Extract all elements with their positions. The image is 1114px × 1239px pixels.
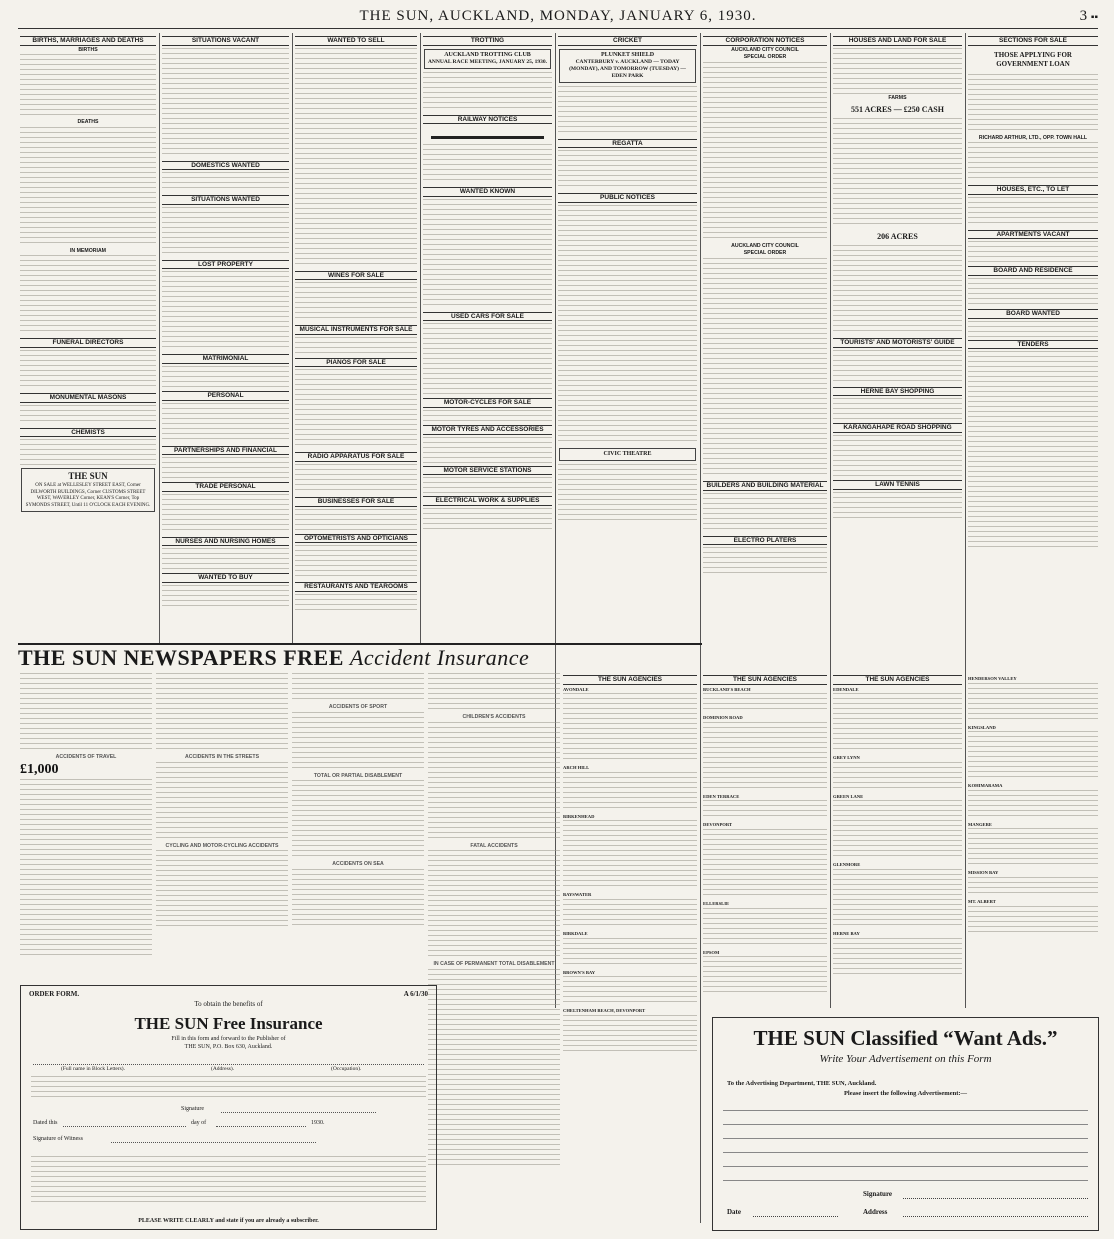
column-houses-land bbox=[833, 33, 962, 638]
section-heading: WINES FOR SALE bbox=[295, 271, 417, 281]
column-text bbox=[968, 351, 1098, 551]
section-heading: ELECTRICAL WORK & SUPPLIES bbox=[423, 496, 552, 506]
ad-text: ON SALE at WELLESLEY STREET EAST, Corner DILWORTH BUILDINGS, Corner CUSTOMS STREET WEST, WAVERLEY Corner, KEAN'S Corner, Top SYMONDS STREET, Until 11 O'CLOCK EACH EVENING. bbox=[25, 483, 151, 508]
column-text bbox=[833, 245, 962, 335]
column-text bbox=[423, 508, 552, 532]
subheading: ACCIDENTS IN THE STREETS bbox=[184, 754, 260, 760]
column-text bbox=[833, 492, 962, 522]
ad-text: ANNUAL RACE MEETING, JANUARY 25, 1930. bbox=[427, 58, 548, 65]
section-heading: HOUSES AND LAND FOR SALE bbox=[833, 36, 962, 46]
column-text bbox=[968, 683, 1098, 723]
section-heading: THE SUN AGENCIES bbox=[563, 675, 697, 685]
section-heading: RADIO APPARATUS FOR SALE bbox=[295, 452, 417, 462]
column-text bbox=[558, 464, 697, 524]
column-text bbox=[162, 457, 289, 479]
section-heading: REGATTA bbox=[558, 139, 697, 149]
section-heading: CRICKET bbox=[558, 36, 697, 46]
subheading: FARMS bbox=[888, 94, 907, 101]
column-text bbox=[20, 127, 156, 247]
column-text bbox=[295, 282, 417, 322]
agency-place: DOMINION ROAD bbox=[703, 715, 743, 721]
column-text bbox=[20, 54, 156, 118]
column-text bbox=[20, 673, 152, 753]
order-form-header bbox=[29, 990, 428, 998]
agency-place: EDENDALE bbox=[833, 686, 859, 692]
section-heading: BUSINESSES FOR SALE bbox=[295, 497, 417, 507]
order-form-title: THE SUN Free Insurance bbox=[134, 1014, 323, 1033]
column-rule bbox=[420, 33, 421, 643]
want-ads-tagline: Write Your Advertisement on this Form bbox=[819, 1053, 992, 1065]
occupation-field-label: (Occupation). bbox=[331, 1066, 362, 1072]
column-text bbox=[563, 899, 697, 929]
column-text bbox=[295, 545, 417, 579]
column-text bbox=[968, 278, 1098, 306]
subheading: SPECIAL ORDER bbox=[743, 54, 787, 61]
subheading: SPECIAL ORDER bbox=[743, 250, 787, 257]
agency-place: BIRKENHEAD bbox=[563, 813, 595, 819]
column-text bbox=[968, 877, 1098, 897]
subheading: CYCLING AND MOTOR-CYCLING ACCIDENTS bbox=[165, 842, 279, 849]
section-heading: CORPORATION NOTICES bbox=[703, 36, 827, 46]
subheading: AUCKLAND CITY COUNCIL bbox=[731, 242, 799, 249]
insurance-order-form bbox=[20, 985, 437, 1230]
address-field-label: (Address). bbox=[211, 1066, 235, 1072]
column-text bbox=[20, 255, 156, 335]
govt-loan-ad bbox=[969, 49, 1097, 71]
section-heading: SITUATIONS WANTED bbox=[162, 195, 289, 205]
want-ads-form bbox=[712, 1017, 1099, 1231]
section-heading: SECTIONS FOR SALE bbox=[968, 36, 1098, 46]
column-text bbox=[563, 693, 697, 763]
column-text bbox=[703, 800, 827, 820]
section-heading: PERSONAL bbox=[162, 391, 289, 401]
section-heading: TENDERS bbox=[968, 340, 1098, 350]
signature-label: Signature bbox=[863, 1190, 893, 1198]
trotting-club-ad bbox=[424, 49, 551, 69]
month-field[interactable] bbox=[216, 1126, 306, 1127]
year-label: 1930. bbox=[311, 1120, 325, 1126]
headline-italic: Accident Insurance bbox=[349, 645, 530, 670]
column-rule bbox=[159, 33, 160, 643]
subheading: ACCIDENTS OF SPORT bbox=[328, 704, 388, 710]
section-heading: ELECTRO PLATERS bbox=[703, 536, 827, 546]
column-text bbox=[162, 271, 289, 351]
column-text bbox=[563, 976, 697, 1006]
section-heading: MOTOR TYRES AND ACCESSORIES bbox=[423, 425, 552, 435]
insurance-column bbox=[20, 672, 152, 977]
section-heading: MOTOR-CYCLES FOR SALE bbox=[423, 398, 552, 408]
section-heading: MUSICAL INSTRUMENTS FOR SALE bbox=[295, 325, 417, 335]
insurance-column bbox=[292, 672, 424, 977]
subheading: IN MEMORIAM bbox=[69, 247, 107, 254]
section-heading: TOURISTS' AND MOTORISTS' GUIDE bbox=[833, 338, 962, 348]
column-births bbox=[20, 33, 156, 638]
acreage-ad bbox=[834, 104, 961, 115]
signature-field[interactable] bbox=[221, 1112, 376, 1113]
headline-text: THE SUN NEWSPAPERS FREE bbox=[18, 645, 344, 670]
column-text bbox=[833, 693, 962, 753]
date-field[interactable] bbox=[753, 1216, 838, 1217]
column-text bbox=[703, 956, 827, 996]
column-text bbox=[20, 405, 156, 425]
column-text bbox=[703, 547, 827, 577]
civic-theatre-ad bbox=[559, 448, 696, 461]
agency-place: HERNE BAY bbox=[833, 930, 860, 936]
section-heading: HERNE BAY SHOPPING bbox=[833, 387, 962, 397]
date-label: Date bbox=[727, 1208, 741, 1216]
signature-label: Signature bbox=[181, 1106, 204, 1112]
order-form-text bbox=[31, 1156, 426, 1206]
column-text bbox=[423, 437, 552, 463]
column-text bbox=[833, 762, 962, 792]
order-form-text bbox=[31, 1076, 426, 1098]
column-text bbox=[162, 172, 289, 192]
section-heading: WANTED KNOWN bbox=[423, 187, 552, 197]
section-heading: PUBLIC NOTICES bbox=[558, 193, 697, 203]
address-label: Address bbox=[863, 1208, 888, 1216]
page-title: THE SUN, AUCKLAND, MONDAY, JANUARY 6, 1930. bbox=[359, 8, 757, 24]
railway-train-icon bbox=[431, 126, 544, 142]
section-heading: THE SUN AGENCIES bbox=[703, 675, 827, 685]
column-text bbox=[295, 337, 417, 355]
column-text bbox=[968, 142, 1098, 182]
ad-title: THOSE APPLYING FOR GOVERNMENT LOAN bbox=[994, 50, 1072, 68]
column-text bbox=[703, 908, 827, 948]
column-text bbox=[156, 673, 288, 753]
subheading: DEATHS bbox=[77, 119, 99, 126]
column-text bbox=[162, 494, 289, 534]
agencies-column bbox=[703, 672, 827, 1007]
want-ads-title: THE SUN Classified “Want Ads.” bbox=[753, 1026, 1058, 1050]
dated-field[interactable] bbox=[63, 1126, 186, 1127]
name-field-label: (Full name in Block Letters). bbox=[61, 1066, 125, 1072]
witness-label: Signature of Witness bbox=[33, 1136, 83, 1142]
section-heading: APARTMENTS VACANT bbox=[968, 230, 1098, 240]
ad-title: 551 ACRES — £250 CASH bbox=[851, 105, 944, 115]
section-heading: USED CARS FOR SALE bbox=[423, 312, 552, 322]
column-rule bbox=[700, 33, 701, 1223]
column-rule bbox=[292, 33, 293, 643]
column-text bbox=[20, 439, 156, 465]
column-text bbox=[295, 464, 417, 494]
order-form-footer: PLEASE WRITE CLEARLY and state if you are already a subscriber. bbox=[138, 1218, 319, 1224]
section-heading: PIANOS FOR SALE bbox=[295, 358, 417, 368]
subheading: TOTAL OR PARTIAL DISABLEMENT bbox=[313, 772, 403, 779]
column-text bbox=[563, 1015, 697, 1055]
agencies-column bbox=[833, 672, 962, 1007]
agency-place: MT. ALBERT bbox=[968, 898, 996, 904]
ad-text-line[interactable] bbox=[723, 1152, 1088, 1153]
column-text bbox=[295, 509, 417, 531]
agency-place: KOHIMARAMA bbox=[968, 783, 1003, 789]
section-heading: BOARD AND RESIDENCE bbox=[968, 266, 1098, 276]
agency-place: GLENMORE bbox=[833, 862, 861, 868]
column-text bbox=[20, 779, 152, 959]
column-text bbox=[423, 323, 552, 395]
section-heading: PARTNERSHIPS AND FINANCIAL bbox=[162, 446, 289, 456]
agency-place: GREEN LANE bbox=[833, 793, 864, 799]
signature-field[interactable] bbox=[903, 1198, 1088, 1199]
column-text bbox=[292, 869, 424, 929]
section-heading: LOST PROPERTY bbox=[162, 260, 289, 270]
agencies-column bbox=[563, 672, 697, 1232]
subheading: ACCIDENTS OF TRAVEL bbox=[55, 754, 117, 760]
agency-place: BUCKLAND'S BEACH bbox=[703, 686, 751, 692]
page-number-value: 3 bbox=[1079, 8, 1088, 24]
ad-title: AUCKLAND TROTTING CLUB bbox=[444, 51, 531, 58]
section-heading: RAILWAY NOTICES bbox=[423, 115, 552, 125]
ad-text-line[interactable] bbox=[723, 1110, 1088, 1111]
column-text bbox=[703, 493, 827, 533]
agency-place: BIRKDALE bbox=[563, 930, 588, 936]
witness-field[interactable] bbox=[111, 1142, 316, 1143]
order-form-instruction: Fill in this form and forward to the Publisher of bbox=[171, 1036, 286, 1042]
column-text bbox=[428, 722, 560, 842]
ad-text-line[interactable] bbox=[723, 1166, 1088, 1167]
insurance-banner bbox=[18, 643, 702, 669]
order-form-address: THE SUN, P.O. Box 630, Auckland. bbox=[184, 1044, 273, 1050]
column-text bbox=[428, 673, 560, 713]
column-text bbox=[156, 850, 288, 930]
section-heading: KARANGAHAPE ROAD SHOPPING bbox=[833, 423, 962, 433]
day-of-label: day of bbox=[191, 1120, 207, 1126]
section-heading: THE SUN AGENCIES bbox=[833, 675, 962, 685]
ad-title: THE SUN bbox=[68, 471, 108, 482]
column-cricket bbox=[558, 33, 697, 638]
column-text bbox=[423, 477, 552, 493]
section-heading: MOTOR SERVICE STATIONS bbox=[423, 466, 552, 476]
column-text bbox=[162, 207, 289, 257]
section-heading: TRADE PERSONAL bbox=[162, 482, 289, 492]
ad-title: CIVIC THEATRE bbox=[603, 450, 652, 457]
section-heading: FUNERAL DIRECTORS bbox=[20, 338, 156, 348]
plunket-shield-ad bbox=[559, 49, 696, 83]
agencies-column bbox=[968, 672, 1098, 1007]
column-text bbox=[833, 869, 962, 929]
column-text bbox=[833, 48, 962, 94]
section-heading: TROTTING bbox=[423, 36, 552, 46]
column-text bbox=[968, 74, 1098, 134]
column-rule bbox=[830, 33, 831, 1008]
ad-text-line[interactable] bbox=[723, 1138, 1088, 1139]
insurance-column bbox=[428, 672, 560, 1227]
column-text bbox=[703, 722, 827, 792]
column-text bbox=[292, 780, 424, 860]
section-heading: RESTAURANTS AND TEAROOMS bbox=[295, 582, 417, 592]
ad-text-line[interactable] bbox=[723, 1180, 1088, 1181]
column-text bbox=[162, 48, 289, 158]
column-text bbox=[423, 199, 552, 309]
section-heading: BOARD WANTED bbox=[968, 309, 1098, 319]
column-text bbox=[292, 673, 424, 703]
section-heading: WANTED TO SELL bbox=[295, 36, 417, 46]
column-text bbox=[428, 850, 560, 960]
order-form-label: ORDER FORM. bbox=[29, 990, 80, 998]
agency-place: EPSOM bbox=[703, 949, 720, 955]
page-number bbox=[1080, 8, 1098, 25]
column-text bbox=[423, 72, 552, 112]
section-heading: LAWN TENNIS bbox=[833, 480, 962, 490]
column-text bbox=[703, 258, 827, 478]
column-text bbox=[423, 144, 552, 184]
agency-place: GREY LYNN bbox=[833, 755, 860, 761]
subheading: RICHARD ARTHUR, LTD., OPP. TOWN HALL bbox=[978, 134, 1088, 141]
column-text bbox=[833, 435, 962, 477]
column-corporation bbox=[703, 33, 827, 638]
column-text bbox=[295, 48, 417, 268]
column-text bbox=[558, 150, 697, 190]
subheading: BIRTHS bbox=[78, 46, 98, 53]
section-heading: WANTED TO BUY bbox=[162, 573, 289, 583]
want-ads-instruction: Please insert the following Advertisement:— bbox=[843, 1090, 968, 1097]
masthead bbox=[18, 8, 1098, 29]
agency-place: EDEN TERRACE bbox=[703, 793, 740, 799]
column-text bbox=[703, 693, 827, 713]
column-text bbox=[703, 62, 827, 242]
column-text bbox=[968, 828, 1098, 868]
section-heading: SITUATIONS VACANT bbox=[162, 36, 289, 46]
column-text bbox=[292, 712, 424, 772]
order-form-code: A 6/1/30 bbox=[403, 990, 428, 998]
column-text bbox=[428, 969, 560, 1169]
subheading: IN CASE OF PERMANENT TOTAL DISABLEMENT bbox=[433, 961, 555, 968]
name-field[interactable] bbox=[33, 1064, 424, 1065]
agency-place: ARCH HILL bbox=[563, 765, 590, 771]
section-heading: OPTOMETRISTS AND OPTICIANS bbox=[295, 534, 417, 544]
subheading: CHILDREN'S ACCIDENTS bbox=[462, 714, 526, 720]
insurance-headline bbox=[18, 645, 702, 671]
section-heading: BIRTHS, MARRIAGES AND DEATHS bbox=[20, 36, 156, 46]
column-text bbox=[423, 410, 552, 422]
column-text bbox=[968, 906, 1098, 936]
section-heading: MATRIMONIAL bbox=[162, 354, 289, 364]
column-text bbox=[162, 403, 289, 443]
ad-text: CANTERBURY v. AUCKLAND — TODAY (MONDAY), AND TOMORROW (TUESDAY) — EDEN PARK bbox=[569, 58, 686, 79]
column-text bbox=[162, 366, 289, 388]
column-text bbox=[968, 197, 1098, 227]
column-sections bbox=[968, 33, 1098, 638]
column-text bbox=[20, 350, 156, 390]
ad-title: 206 ACRES bbox=[877, 232, 918, 242]
want-ads-to-line: To the Advertising Department, THE SUN, Auckland. bbox=[727, 1080, 877, 1087]
order-form-intro: To obtain the benefits of bbox=[194, 1000, 263, 1008]
benefit-amount: £1,000 bbox=[20, 761, 59, 777]
column-wanted-to-sell bbox=[295, 33, 417, 638]
ad-text-line[interactable] bbox=[723, 1124, 1088, 1125]
column-text bbox=[563, 938, 697, 968]
column-text bbox=[968, 321, 1098, 337]
section-heading: MONUMENTAL MASONS bbox=[20, 393, 156, 403]
section-heading: BUILDERS AND BUILDING MATERIAL bbox=[703, 481, 827, 491]
column-text bbox=[162, 585, 289, 609]
agency-place: BAYSWATER bbox=[563, 892, 592, 898]
column-rule bbox=[965, 33, 966, 1008]
agency-place: CHELTENHAM BEACH, DEVONPORT bbox=[563, 1008, 646, 1014]
agency-place: MANGERE bbox=[968, 821, 992, 827]
subheading: ACCIDENTS ON SEA bbox=[332, 861, 384, 868]
agency-place: KINGSLAND bbox=[968, 724, 996, 730]
column-text bbox=[968, 731, 1098, 781]
column-text bbox=[968, 241, 1098, 263]
insurance-column bbox=[156, 672, 288, 977]
agency-place: DEVONPORT bbox=[703, 822, 733, 828]
column-text bbox=[833, 800, 962, 860]
column-text bbox=[968, 790, 1098, 820]
section-heading: DOMESTICS WANTED bbox=[162, 161, 289, 171]
subheading: AUCKLAND CITY COUNCIL bbox=[731, 46, 799, 53]
agency-place: ELLERSLIE bbox=[703, 900, 730, 906]
column-text bbox=[295, 594, 417, 614]
section-heading: NURSES AND NURSING HOMES bbox=[162, 537, 289, 547]
column-text bbox=[833, 118, 962, 228]
acreage-ad-2 bbox=[834, 231, 961, 242]
agency-place: BROWN'S BAY bbox=[563, 969, 596, 975]
agency-place: AVONDALE bbox=[563, 686, 589, 692]
column-text bbox=[833, 398, 962, 420]
sun-sale-ad bbox=[21, 468, 155, 512]
section-heading: HOUSES, ETC., TO LET bbox=[968, 185, 1098, 195]
column-text bbox=[563, 820, 697, 890]
column-text bbox=[563, 772, 697, 812]
column-text bbox=[558, 205, 697, 445]
dated-label: Dated this bbox=[33, 1120, 58, 1126]
column-text bbox=[295, 369, 417, 449]
column-text bbox=[162, 548, 289, 570]
corner-mark: ▪▪ bbox=[1090, 12, 1098, 23]
column-text bbox=[156, 762, 288, 842]
column-text bbox=[558, 86, 697, 136]
section-heading: CHEMISTS bbox=[20, 428, 156, 438]
agency-place: MISSION BAY bbox=[968, 870, 999, 876]
column-text bbox=[703, 829, 827, 899]
column-trotting bbox=[423, 33, 552, 638]
column-text bbox=[833, 938, 962, 978]
column-situations bbox=[162, 33, 289, 638]
ad-title: PLUNKET SHIELD bbox=[600, 51, 655, 58]
agency-place: HENDERSON VALLEY bbox=[968, 676, 1017, 681]
column-text bbox=[833, 350, 962, 384]
subheading: FATAL ACCIDENTS bbox=[470, 842, 518, 849]
address-field[interactable] bbox=[903, 1216, 1088, 1217]
